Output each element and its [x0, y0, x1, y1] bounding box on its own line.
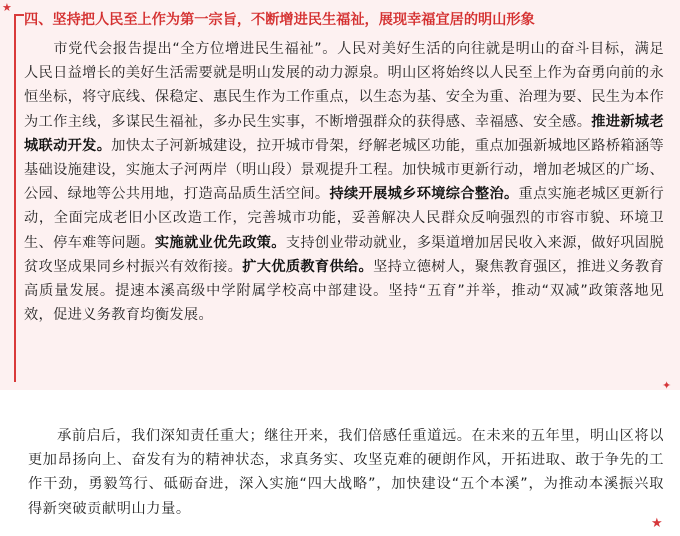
- point-4-text: 坚持立德树人，聚焦教育强区，推进义务教育高质量发展。提速本溪高级中学附属学校高中部建设。坚持“五育”并举，推动“双减”政策落地见效，促进义务教育均衡发展。: [24, 258, 664, 324]
- point-2-text: 重点实施老城区更新行动，全面完成老旧小区改造工作，完善城市功能，妥善解决人民群众反响强烈的市容市貌、环境卫生、停车难等问题。: [24, 186, 664, 251]
- panel-left-border: [14, 14, 16, 382]
- point-3-text: 支持创业带动就业，多渠道增加居民收入来源，做好巩固脱贫攻坚成果同乡村振兴有效衔接。: [24, 234, 665, 275]
- bold-point-3: 实施就业优先政策。: [154, 234, 286, 251]
- point-1-text: 加快太子河新城建设，拉开城市骨架，纾解老城区功能，重点加强新城地区路桥箱涵等基础设施建设，实施太子河两岸（明山段）景观提升工程。加快城市更新行动，增加老城区的广场、公园、绿地等公共用地，打造高品质生活空间。: [24, 137, 664, 203]
- bold-point-1: 推进新城老城联动开发。: [24, 113, 664, 154]
- section-heading: 四、坚持把人民至上作为第一宗旨，不断增进民生福祉，展现幸福宜居的明山形象: [24, 12, 535, 28]
- bold-point-2: 持续开展城乡环境综合整治。: [329, 186, 519, 203]
- star-icon: ✦: [662, 379, 672, 392]
- closing-text: 承前启后，我们深知责任重大；继往开来，我们倍感任重道远。在未来的五年里，明山区将以更加昂扬向上、奋发有为的精神状态，求真务实、攻坚克难的硬朗作风，开拓进取、敢于争先的工作干劲，勇毅笃行、砥砺奋进，深入实施“四大战略”，加快建设“五个本溪”，为推动本溪振兴取得新突破贡献明山力量。: [28, 428, 664, 517]
- bold-point-4: 扩大优质教育供给。: [242, 258, 374, 275]
- intro-text: 市党代会报告提出“全方位增进民生福祉”。人民对美好生活的向往就是明山的奋斗目标，满足人民日益增长的美好生活需要就是明山发展的动力源泉。明山区将始终以人民至上作为奋勇向前的永恒坐标，将守底线、保稳定、惠民生作为工作重点，以生态为基、安全为重、治理为要、民生为本作为工作主线，多谋民生福祉，多办民生实事，不断增强群众的获得感、幸福感、安全感。: [24, 41, 664, 130]
- panel-top-border: [14, 14, 24, 16]
- closing-paragraph: [28, 424, 664, 521]
- star-icon: ★: [651, 516, 663, 531]
- star-icon: ★: [2, 1, 12, 14]
- section-paragraph: [24, 37, 664, 327]
